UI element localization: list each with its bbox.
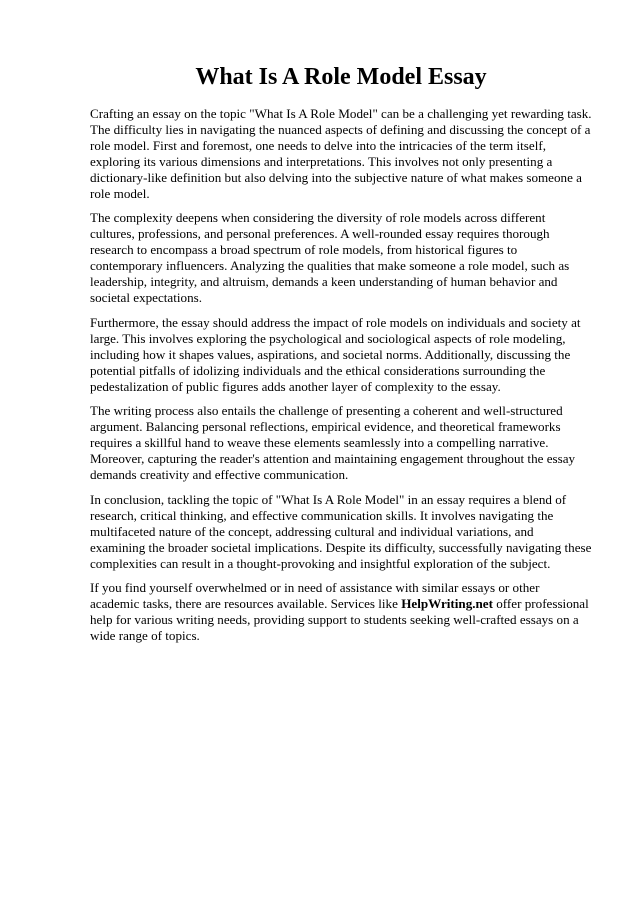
closing-text-before: If you find yourself overwhelmed or in need of assistance with similar essays or other academic tasks, there are resources available. Services like: [90, 580, 540, 612]
helpwriting-link[interactable]: HelpWriting.net: [401, 596, 493, 612]
page-title: What Is A Role Model Essay: [195, 64, 487, 90]
paragraph-3: Furthermore, the essay should address the impact of role models on individuals and society at large. This involves exploring the psychological and sociological aspects of role modeling, including how it shapes values, aspirations, and societal norms. Additionally, discussing the potential pitfalls of idolizing individuals and the ethical considerations surrounding the pedestalization of public figures adds another layer of complexity to the essay.: [90, 314, 581, 394]
paragraph-5: In conclusion, tackling the topic of "What Is A Role Model" in an essay requires a blend of research, critical thinking, and effective communication skills. It involves navigating the multifaceted nature of the concept, addressing cultural and individual variations, and examining the broader societal implications. Despite its difficulty, successfully navigating these complexities can result in a thought-provoking and insightful exploration of the subject.: [90, 491, 592, 571]
closing-text-after: offer professional help for various writing needs, providing support to students seeking well-crafted essays on a wide range of topics.: [90, 596, 589, 644]
paragraph-1: Crafting an essay on the topic "What Is A Role Model" can be a challenging yet rewarding task. The difficulty lies in navigating the nuanced aspects of defining and discussing the concept of a role model. First and foremost, one needs to delve into the intricacies of the term itself, exploring its various dimensions and interpretations. This involves not only presenting a dictionary-like definition but also delving into the subjective nature of what makes someone a role model.: [90, 106, 592, 201]
paragraph-4: The writing process also entails the challenge of presenting a coherent and well-structured argument. Balancing personal reflections, empirical evidence, and theoretical frameworks requires a skillful hand to weave these elements seamlessly into a compelling narrative. Moreover, capturing the reader's attention and maintaining engagement throughout the essay demands creativity and effective communication.: [90, 403, 576, 483]
paragraph-2: The complexity deepens when considering the diversity of role models across different cultures, professions, and personal preferences. A well-rounded essay requires thorough research to encompass a broad spectrum of role models, from historical figures to contemporary influencers. Analyzing the qualities that make someone a role model, such as leadership, integrity, and altruism, demands a keen understanding of human behavior and societal expectations.: [90, 210, 570, 305]
closing-paragraph: [90, 580, 592, 644]
